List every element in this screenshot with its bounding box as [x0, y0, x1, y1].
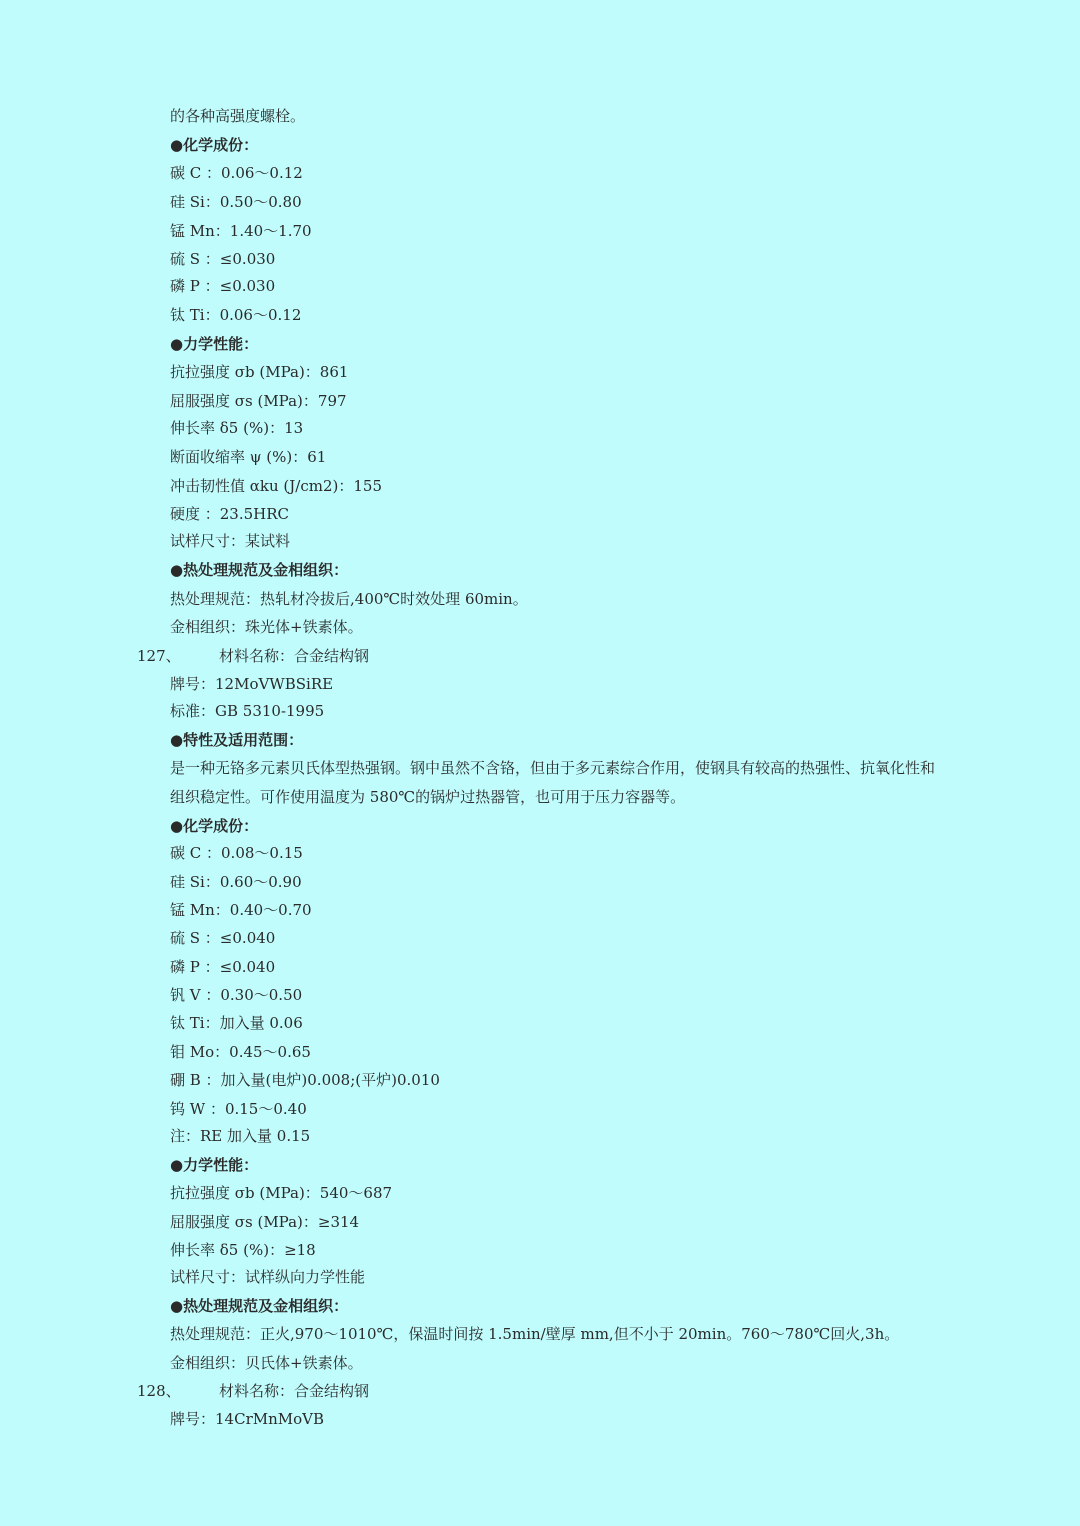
text-line: 金相组织：贝氏体+铁素体。 [170, 1354, 363, 1372]
text-line: 硅 Si：0.60～0.90 [170, 873, 302, 891]
text-line: 组织稳定性。可作使用温度为 580℃的锅炉过热器管，也可用于压力容器等。 [170, 788, 686, 806]
text-line: 是一种无铬多元素贝氏体型热强钢。钢中虽然不含铬，但由于多元素综合作用，使钢具有较高的热强性、抗氧化性和 [170, 759, 936, 777]
text-line: 试样尺寸：某试料 [170, 532, 291, 550]
text-line: 牌号：14CrMnMoVB [170, 1410, 324, 1428]
text-line: 金相组织：珠光体+铁素体。 [170, 618, 363, 636]
text-line: 牌号：12MoVWBSiRE [170, 675, 334, 693]
section-heading-mechanical: ●力学性能： [170, 335, 259, 353]
section-heading-heat-treatment: ●热处理规范及金相组织： [170, 1297, 349, 1315]
text-line: 的各种高强度螺栓。 [170, 107, 306, 125]
text-line: 钨 W ：0.15～0.40 [170, 1100, 307, 1118]
text-line: 锰 Mn：1.40～1.70 [170, 222, 312, 240]
text-line: 注：RE 加入量 0.15 [170, 1127, 311, 1145]
text-line: 钒 V ：0.30～0.50 [170, 986, 303, 1004]
text-line: 屈服强度 σs (MPa)：≥314 [170, 1213, 360, 1231]
text-line: 钛 Ti：0.06～0.12 [170, 306, 302, 324]
text-line: 标准：GB 5310-1995 [170, 702, 325, 720]
text-line: 抗拉强度 σb (MPa)：861 [170, 363, 349, 381]
section-heading-heat-treatment: ●热处理规范及金相组织： [170, 561, 349, 579]
item-number: 128、 [137, 1382, 181, 1400]
section-heading-properties: ●特性及适用范围： [170, 731, 304, 749]
text-line: 磷 P ：≤0.040 [170, 958, 276, 976]
text-line: 热处理规范：热轧材冷拔后,400℃时效处理 60min。 [170, 590, 528, 608]
section-heading-mechanical: ●力学性能： [170, 1156, 259, 1174]
text-line: 碳 C ：0.06～0.12 [170, 164, 303, 182]
text-line: 试样尺寸：试样纵向力学性能 [170, 1268, 366, 1286]
text-line: 屈服强度 σs (MPa)：797 [170, 392, 347, 410]
text-line: 伸长率 δ5 (%)：≥18 [170, 1241, 316, 1259]
item-title: 材料名称：合金结构钢 [219, 1382, 370, 1400]
text-line: 锰 Mn：0.40～0.70 [170, 901, 312, 919]
text-line: 冲击韧性值 αku (J/cm2)：155 [170, 477, 382, 495]
text-line: 硼 B ：加入量(电炉)0.008;(平炉)0.010 [170, 1071, 440, 1089]
text-line: 断面收缩率 ψ (%)：61 [170, 448, 327, 466]
text-line: 磷 P ：≤0.030 [170, 277, 276, 295]
text-line: 热处理规范：正火,970～1010℃，保温时间按 1.5min/壁厚 mm,但不小于 20min。760～780℃回火,3h。 [170, 1325, 900, 1343]
text-line: 抗拉强度 σb (MPa)：540～687 [170, 1184, 393, 1202]
section-heading-chemistry: ●化学成份： [170, 817, 259, 835]
text-line: 硅 Si：0.50～0.80 [170, 193, 302, 211]
text-line: 硬度 ：23.5HRC [170, 505, 290, 523]
text-line: 钛 Ti：加入量 0.06 [170, 1014, 303, 1032]
text-line: 钼 Mo：0.45～0.65 [170, 1043, 311, 1061]
item-title: 材料名称：合金结构钢 [219, 647, 370, 665]
item-number: 127、 [137, 647, 181, 665]
text-line: 硫 S ：≤0.040 [170, 929, 276, 947]
text-line: 硫 S ：≤0.030 [170, 250, 276, 268]
text-line: 碳 C ：0.08～0.15 [170, 844, 303, 862]
section-heading-chemistry: ●化学成份： [170, 136, 259, 154]
text-line: 伸长率 δ5 (%)：13 [170, 419, 304, 437]
